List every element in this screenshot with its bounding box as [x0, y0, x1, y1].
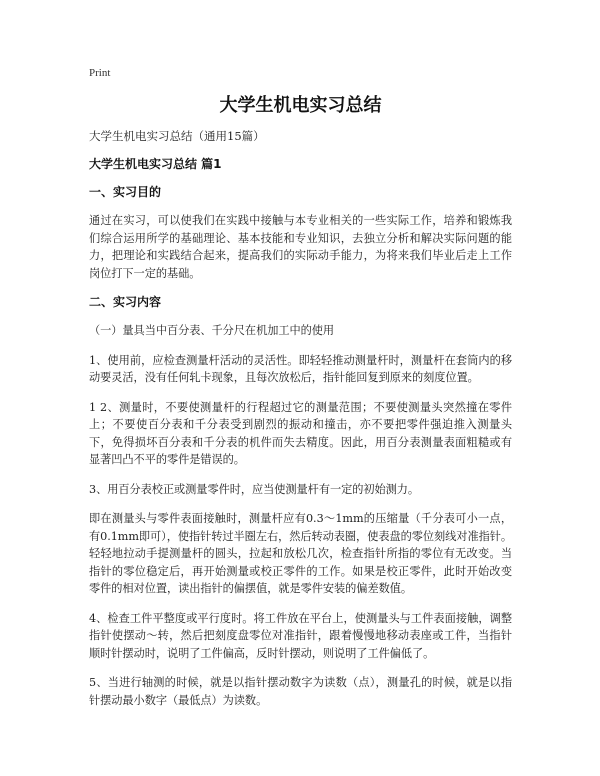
paragraph-item-3: 3、用百分表校正或测量零件时，应当使测量杆有一定的初始测力。 [89, 482, 420, 496]
article-heading: 大学生机电实习总结 篇1 [89, 157, 222, 171]
paragraph-item-1: 1、使用前，应检查测量杆活动的灵活性。即轻轻推动测量杆时，测量杆在套筒内的移动要灵活，没有任何轧卡现象，且每次放松后，指针能回复到原来的刻度位置。 [89, 353, 512, 384]
paragraph-purpose: 通过在实习，可以使我们在实践中接触与本专业相关的一些实际工作，培养和锻炼我们综合运用所学的基础理论、基本技能和专业知识，去独立分析和解决实际问题的能力，把理论和实践结合起来，提高我们的实际动手能力，为将来我们毕业后走上工作岗位打下一定的基础。 [89, 214, 512, 280]
page-title: 大学生机电实习总结 [219, 95, 382, 116]
print-link[interactable]: Print [89, 67, 111, 79]
paragraph-item-5: 5、当进行轴测的时候，就是以指针摆动数字为读数（点），测量孔的时候，就是以指针摆动最小数字（最低点）为读数。 [89, 676, 512, 707]
paragraph-item-4: 4、检查工件平整度或平行度时。将工件放在平台上，使测量头与工件表面接触，调整指针使摆动～转，然后把刻度盘零位对准指针，跟着慢慢地移动表座或工件，当指针顺时针摆动时，说明了工件偏高，反时针摆动，则说明了工件偏低了。 [89, 611, 512, 660]
paragraph-item-3-detail: 即在测量头与零件表面接触时，测量杆应有0.3～1mm的压缩量（千分表可小一点，有0.1mm即可），使指针转过半圈左右，然后转动表圈，使表盘的零位刻线对准指针。轻轻地拉动手提测量杆的圆头，拉起和放松几次，检查指针所指的零位有无改变。当指针的零位稳定后，再开始测量或校正零件的工作。如果是校正零件，此时开始改变零件的相对位置，读出指针的偏摆值，就是零件安装的偏差数值。 [89, 512, 512, 595]
subsection-heading-gauges: （一）量具当中百分表、千分尺在机加工中的使用 [89, 324, 335, 337]
document-subtitle: 大学生机电实习总结（通用15篇） [89, 129, 265, 143]
section-heading-content: 二、实习内容 [89, 295, 162, 309]
section-heading-purpose: 一、实习目的 [89, 185, 162, 199]
paragraph-item-2: 1 2、测量时，不要使测量杆的行程超过它的测量范围；不要使测量头突然撞在零件上；不要使百分表和千分表受到剧烈的振动和撞击，亦不要把零件强迫推入测量头下，免得损坏百分表和千分表的机件而失去精度。因此，用百分表测量表面粗糙或有显著凹凸不平的零件是错误的。 [89, 400, 512, 466]
